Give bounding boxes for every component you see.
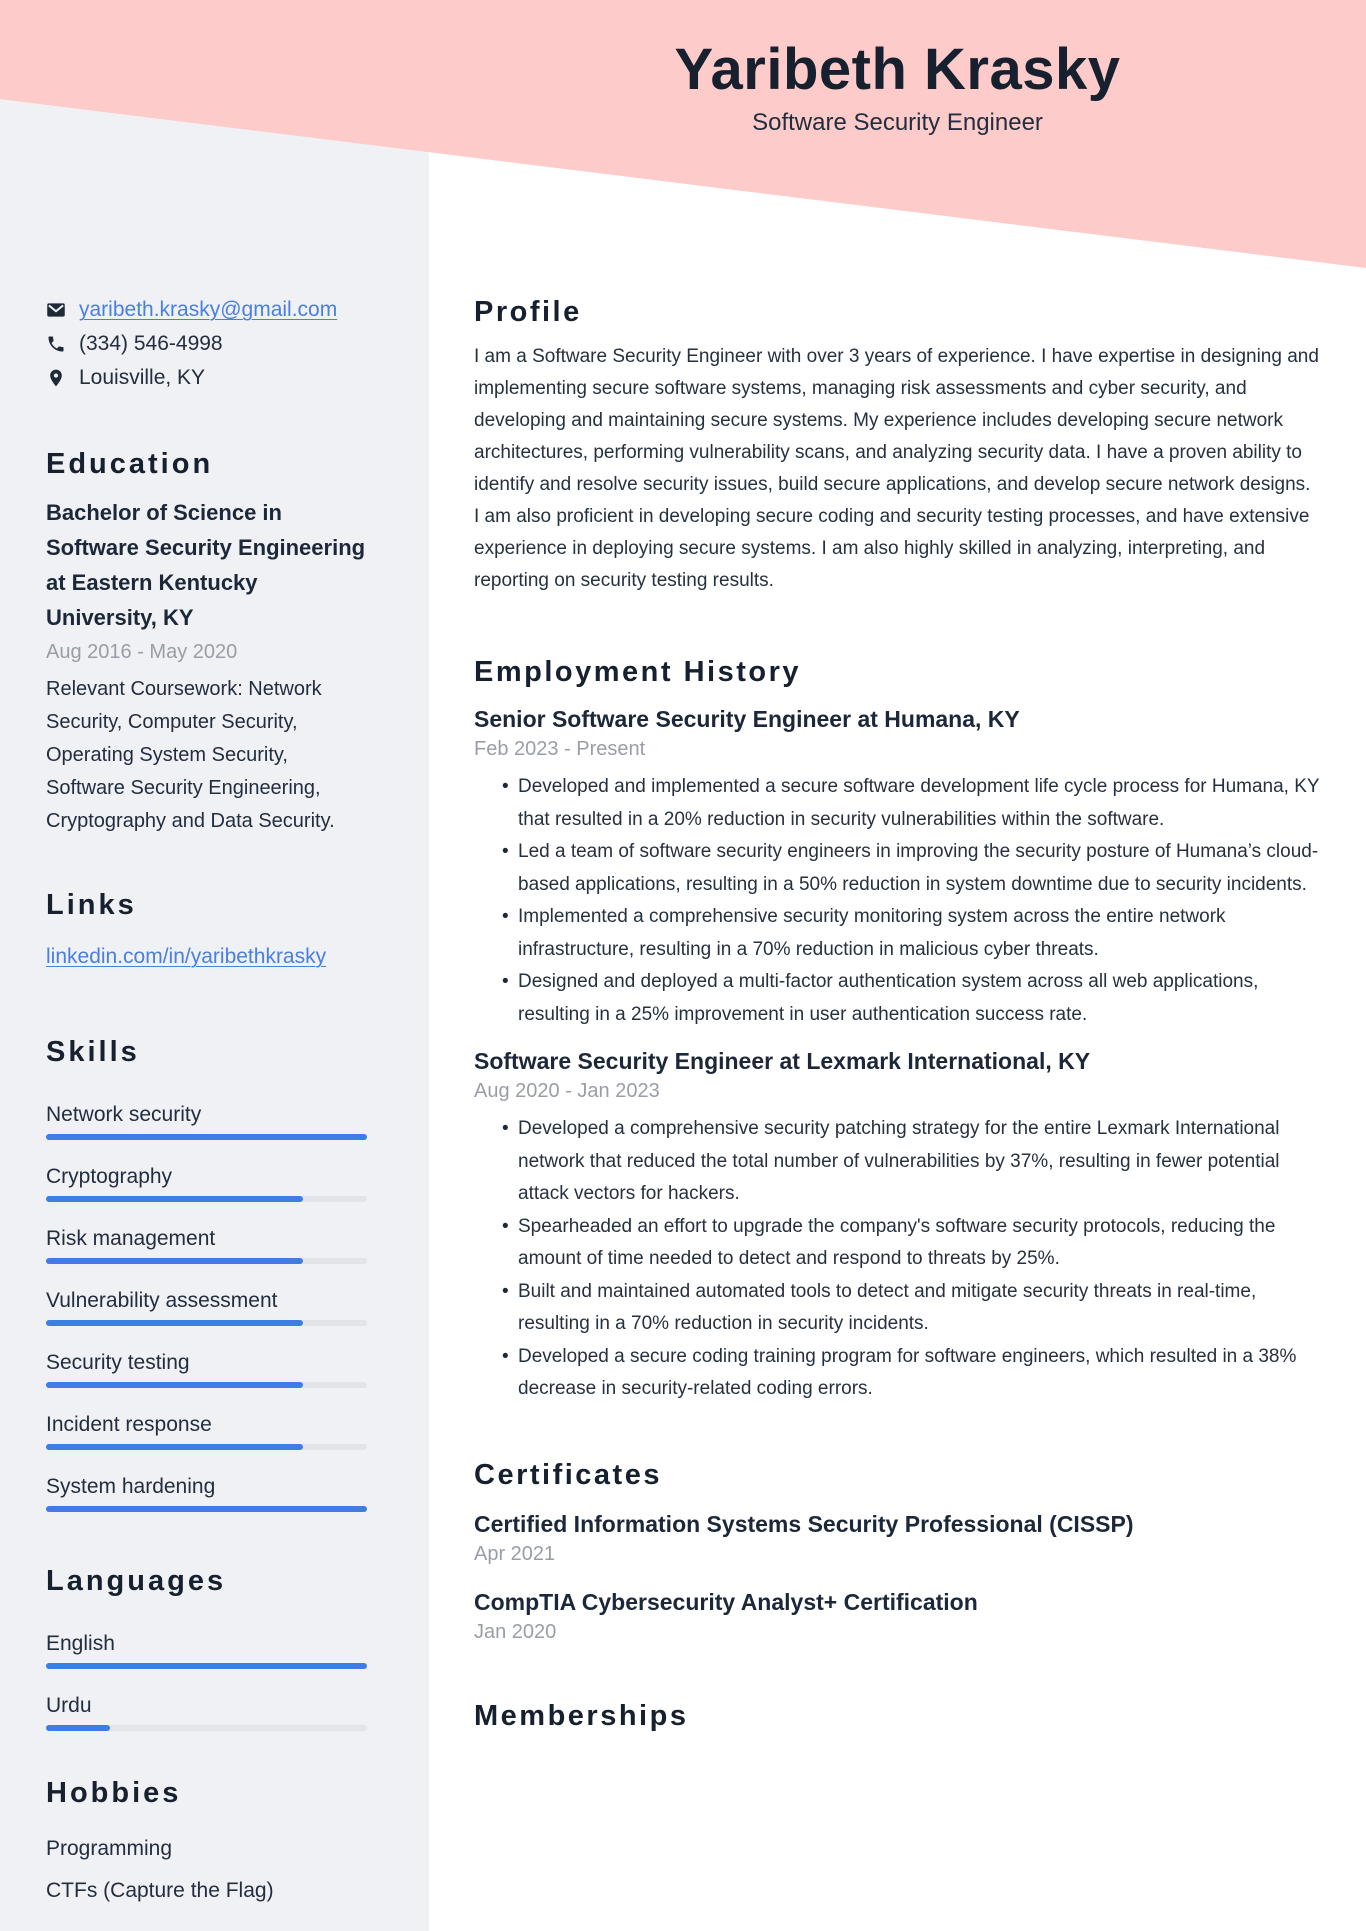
- skill-item: [46, 1413, 367, 1450]
- links-heading: Links: [46, 889, 137, 921]
- bullet-item: • Spearheaded an effort to upgrade the company's software security protocols, reducing the amount of time needed to detect and respond to threats by 25%.: [502, 1211, 1321, 1276]
- profile-heading: Profile: [474, 296, 582, 328]
- languages-heading: Languages: [46, 1565, 227, 1597]
- certificate-name-cissp: Certified Information Systems Security Professional (CISSP): [474, 1510, 1134, 1537]
- education-dates: Aug 2016 - May 2020: [46, 641, 238, 663]
- certificates-heading: Certificates: [474, 1458, 662, 1491]
- language-item: [46, 1694, 367, 1731]
- employment-history-heading: Employment History: [474, 656, 801, 688]
- hobbies-heading: Hobbies: [46, 1777, 182, 1809]
- bullet-item: • Built and maintained automated tools to detect and mitigate security threats in real-time, resulting in a 70% reduction in security incidents.: [502, 1276, 1321, 1341]
- skill-label: System hardening: [46, 1475, 216, 1498]
- skills-heading: Skills: [46, 1036, 140, 1068]
- bullet-item: • Led a team of software security engineers in improving the security posture of Humana’s cloud-based applications, resulting in a 50% reduction in system downtime due to security incidents.: [502, 836, 1321, 901]
- phone-number: (334) 546-4998: [79, 332, 223, 355]
- bullet-item: • Developed and implemented a secure software development life cycle process for Humana, KY that resulted in a 20% reduction in security vulnerabilities within the software.: [502, 771, 1321, 836]
- skill-item: [46, 1103, 367, 1140]
- envelope-icon: [46, 300, 66, 320]
- bullet-item: • Implemented a comprehensive security monitoring system across the entire network infrastructure, resulting in a 70% reduction in malicious cyber threats.: [502, 901, 1321, 966]
- skill-bar: [46, 1134, 367, 1140]
- skill-label: Cryptography: [46, 1165, 173, 1188]
- contact-location-row: [46, 366, 367, 390]
- skill-label: Risk management: [46, 1227, 216, 1250]
- hobbies-list: [46, 1828, 367, 1912]
- skill-bar: [46, 1196, 367, 1202]
- certificate-name-comptia: CompTIA Cybersecurity Analyst+ Certification: [474, 1588, 978, 1615]
- skill-bar: [46, 1382, 367, 1388]
- job-bullets-lexmark: [502, 1113, 1321, 1406]
- bullet-item: • Developed a secure coding training program for software engineers, which resulted in a 38% decrease in security-related coding errors.: [502, 1341, 1321, 1406]
- skill-item: [46, 1475, 367, 1512]
- skill-bar: [46, 1258, 367, 1264]
- education-degree: Bachelor of Science in Software Security Engineering at Eastern Kentucky University, KY: [46, 500, 366, 630]
- header-text: [429, 38, 1366, 138]
- skill-item: [46, 1351, 367, 1388]
- hobby-item: CTFs (Capture the Flag): [46, 1879, 274, 1902]
- skill-bar: [46, 1444, 367, 1450]
- education-heading: Education: [46, 448, 214, 480]
- job-bullets-humana: [502, 771, 1321, 1031]
- sidebar: [0, 0, 429, 1931]
- job-title-humana: Senior Software Security Engineer at Humana, KY: [474, 706, 1020, 732]
- candidate-name: Yaribeth Krasky: [674, 37, 1121, 102]
- certificate-date-comptia: Jan 2020: [474, 1620, 557, 1643]
- skill-item: [46, 1227, 367, 1264]
- skill-bar: [46, 1320, 367, 1326]
- job-dates-humana: Feb 2023 - Present: [474, 738, 646, 760]
- location-pin-icon: [46, 368, 66, 388]
- skill-bar: [46, 1506, 367, 1512]
- skill-item: [46, 1289, 367, 1326]
- language-bar: [46, 1725, 367, 1731]
- skill-label: Incident response: [46, 1413, 212, 1436]
- education-coursework: Relevant Coursework: Network Security, Computer Security, Operating System Security, Software Security Engineering, Cryptography and Data Security.: [46, 678, 335, 832]
- contact-phone-row: [46, 332, 367, 356]
- job-title-lexmark: Software Security Engineer at Lexmark International, KY: [474, 1048, 1091, 1074]
- profile-text: I am a Software Security Engineer with over 3 years of experience. I have expertise in designing and implementing secure software systems, managing risk assessments and cyber security, and developing and maintaining secure systems. My experience includes developing secure network architectures, performing vulnerability scans, and analyzing security data. I have a proven ability to identify and resolve security issues, build secure applications, and develop secure network designs. I am also proficient in developing secure coding and security testing processes, and have extensive experience in deploying secure systems. I am also highly skilled in analyzing, interpreting, and reporting on security testing results.: [474, 346, 1319, 591]
- certificate-date-cissp: Apr 2021: [474, 1542, 556, 1565]
- contact-email-row: [46, 298, 367, 322]
- language-label: English: [46, 1632, 115, 1655]
- email-link[interactable]: yaribeth.krasky@gmail.com: [79, 298, 338, 321]
- main-content: [429, 0, 1366, 1733]
- skill-label: Vulnerability assessment: [46, 1289, 278, 1312]
- skill-label: Network security: [46, 1103, 202, 1126]
- hobby-item: Programming: [46, 1837, 173, 1860]
- skills-list: [46, 1103, 367, 1512]
- candidate-title: Software Security Engineer: [752, 109, 1043, 136]
- bullet-item: • Developed a comprehensive security patching strategy for the entire Lexmark International network that reduced the total number of vulnerabilities by 37%, resulting in fewer potential attack vectors for hackers.: [502, 1113, 1321, 1211]
- skill-item: [46, 1165, 367, 1202]
- location-text: Louisville, KY: [79, 366, 206, 389]
- linkedin-link[interactable]: linkedin.com/in/yaribethkrasky: [46, 945, 327, 968]
- language-item: [46, 1632, 367, 1669]
- memberships-heading: Memberships: [474, 1699, 689, 1732]
- bullet-item: • Designed and deployed a multi-factor authentication system across all web applications, resulting in a 25% improvement in user authentication success rate.: [502, 966, 1321, 1031]
- job-dates-lexmark: Aug 2020 - Jan 2023: [474, 1080, 660, 1102]
- language-bar: [46, 1663, 367, 1669]
- language-label: Urdu: [46, 1694, 92, 1717]
- phone-icon: [46, 334, 66, 354]
- skill-label: Security testing: [46, 1351, 190, 1374]
- languages-list: [46, 1632, 367, 1731]
